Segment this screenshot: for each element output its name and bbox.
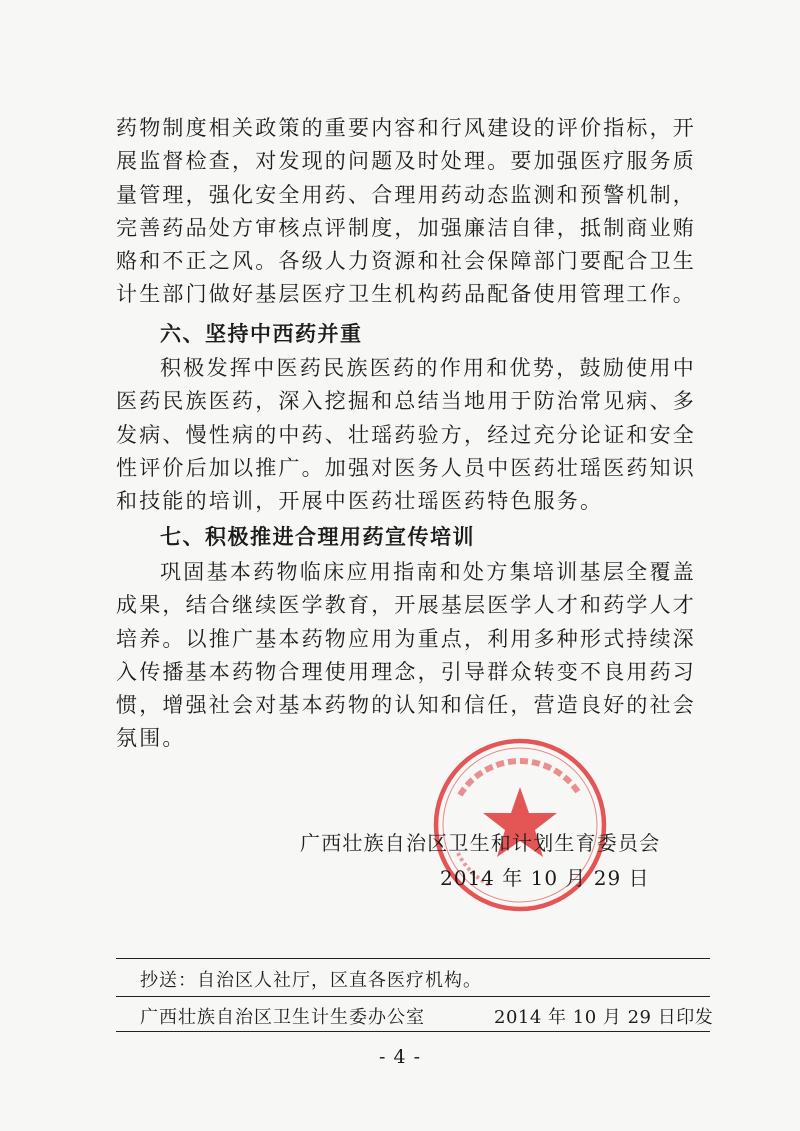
footer-rule-top xyxy=(116,958,710,959)
cc-line: 抄送：自治区人社厅，区直各医疗机构。 xyxy=(140,970,482,991)
heading-section-6: 六、坚持中西药并重 xyxy=(160,322,363,346)
footer-rule-middle xyxy=(116,996,710,997)
heading-section-7: 七、积极推进合理用药宣传培训 xyxy=(160,525,475,549)
issuer-office: 广西壮族自治区卫生计生委办公室 xyxy=(140,1007,425,1028)
page-number: - 4 - xyxy=(378,1046,421,1068)
signature-organization: 广西壮族自治区卫生和计划生育委员会 xyxy=(300,831,661,855)
paragraph-section-6: 积极发挥中医药民族医药的作用和优势，鼓励使用中医药民族医药，深入挖掘和总结当地用于防治常见病、多发病、慢性病的中药、壮瑶药验方，经过充分论证和安全性评价后加以推广。加强对医务人员中医药壮瑶医药知识和技能的培训，开展中医药壮瑶医药特色服务。 xyxy=(116,356,696,514)
signature-date: 2014 年 10 月 29 日 xyxy=(440,866,650,890)
issue-date: 2014 年 10 月 29 日印发 xyxy=(494,1007,714,1028)
paragraph-section-7: 巩固基本药物临床应用指南和处方集培训基层全覆盖成果，结合继续医学教育，开展基层医学人才和药学人才培养。以推广基本药物应用为重点，利用多种形式持续深入传播基本药物合理使用理念，引导群众转变不良用药习惯，增强社会对基本药物的认知和信任，营造良好的社会氛围。 xyxy=(116,560,696,751)
footer-rule-bottom xyxy=(116,1031,710,1032)
paragraph-intro: 药物制度相关政策的重要内容和行风建设的评价指标，开展监督检查，对发现的问题及时处理。要加强医疗服务质量管理，强化安全用药、合理用药动态监测和预警机制，完善药品处方审核点评制度，加强廉洁自律，抵制商业贿赂和不正之风。各级人力资源和社会保障部门要配合卫生计生部门做好基层医疗卫生机构药品配备使用管理工作。 xyxy=(116,116,696,307)
